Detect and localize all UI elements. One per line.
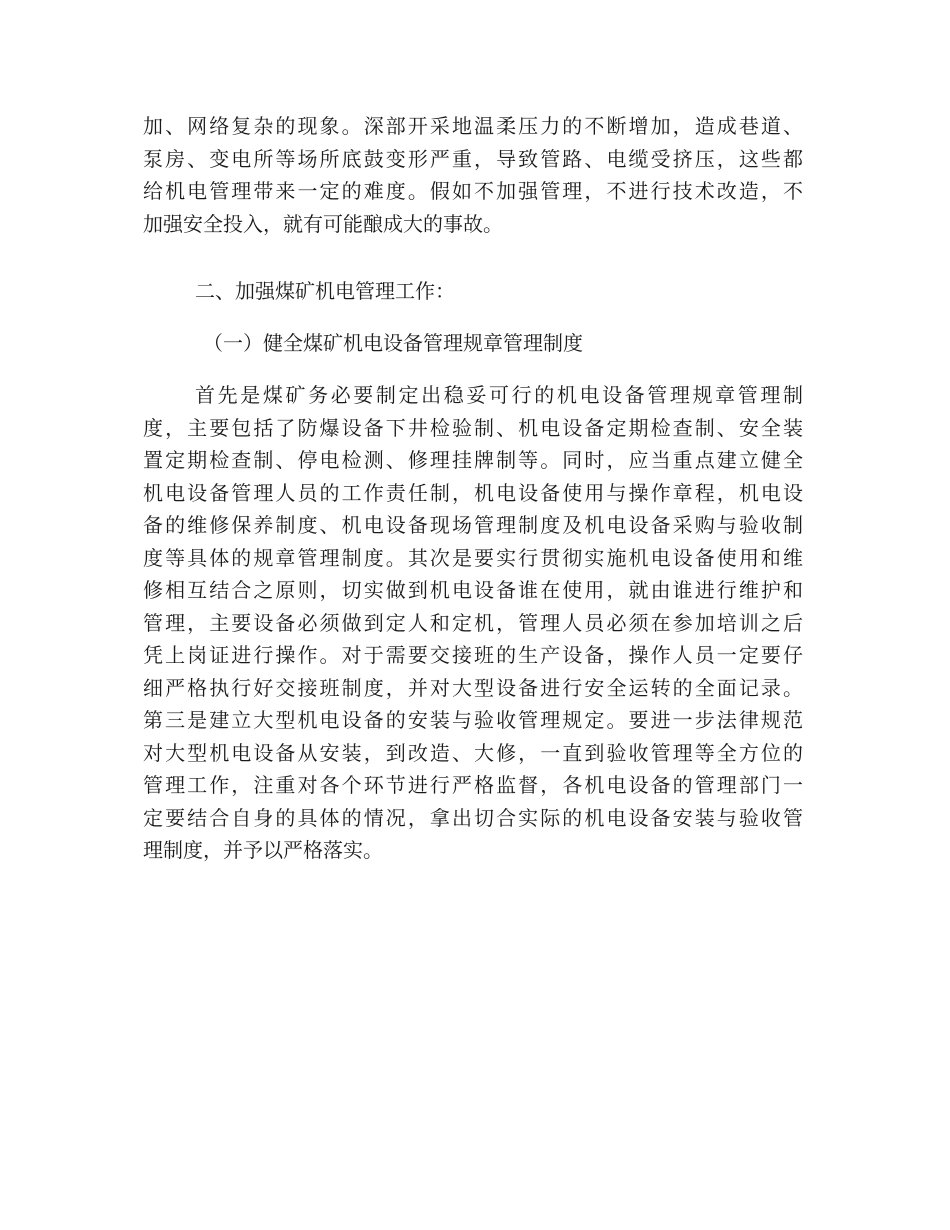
paragraph-line: 定要结合自身的具体的情况，拿出切合实际的机电设备安装与验收管: [143, 805, 803, 830]
paragraph-line: 置定期检查制、停电检测、修理挂牌制等。同时，应当重点建立健全: [143, 448, 803, 472]
paragraph-line: 泵房、变电所等场所底鼓变形严重，导致管路、电缆受挤压，这些都: [143, 146, 803, 171]
subsection-heading: （一）健全煤矿机电设备管理规章管理制度: [203, 331, 583, 355]
paragraph-line: 备的维修保养制度、机电设备现场管理制度及机电设备采购与验收制: [143, 513, 803, 537]
paragraph-line: 管理，主要设备必须做到定人和定机，管理人员必须在参加培训之后: [143, 610, 803, 635]
paragraph-continued: [143, 110, 803, 240]
section-heading: 二、加强煤矿机电管理工作：: [195, 279, 455, 303]
paragraph-line: 首先是煤矿务必要制定出稳妥可行的机电设备管理规章管理制: [195, 383, 803, 407]
paragraph-line: 加强安全投入，就有可能酿成大的事故。: [143, 211, 503, 236]
paragraph-line: 凭上岗证进行操作。对于需要交接班的生产设备，操作人员一定要仔: [143, 643, 803, 667]
paragraph-line: 理制度，并予以严格落实。: [143, 838, 383, 862]
paragraph-main: [143, 379, 803, 867]
paragraph-line: 管理工作，注重对各个环节进行严格监督，各机电设备的管理部门一: [143, 773, 803, 797]
paragraph-line: 度，主要包括了防爆设备下井检验制、机电设备定期检查制、安全装: [143, 415, 803, 440]
paragraph-line: 细严格执行好交接班制度，并对大型设备进行安全运转的全面记录。: [143, 675, 803, 700]
paragraph-line: 加、网络复杂的现象。深部开采地温柔压力的不断增加，造成巷道、: [143, 114, 803, 138]
paragraph-line: 修相互结合之原则，切实做到机电设备谁在使用，就由谁进行维护和: [143, 578, 803, 602]
paragraph-line: 度等具体的规章管理制度。其次是要实行贯彻实施机电设备使用和维: [143, 545, 803, 570]
paragraph-line: 机电设备管理人员的工作责任制，机电设备使用与操作章程，机电设: [143, 480, 803, 505]
paragraph-line: 给机电管理带来一定的难度。假如不加强管理，不进行技术改造，不: [143, 179, 803, 203]
paragraph-line: 对大型机电设备从安装，到改造、大修，一直到验收管理等全方位的: [143, 740, 803, 765]
paragraph-line: 第三是建立大型机电设备的安装与验收管理规定。要进一步法律规范: [143, 708, 803, 732]
